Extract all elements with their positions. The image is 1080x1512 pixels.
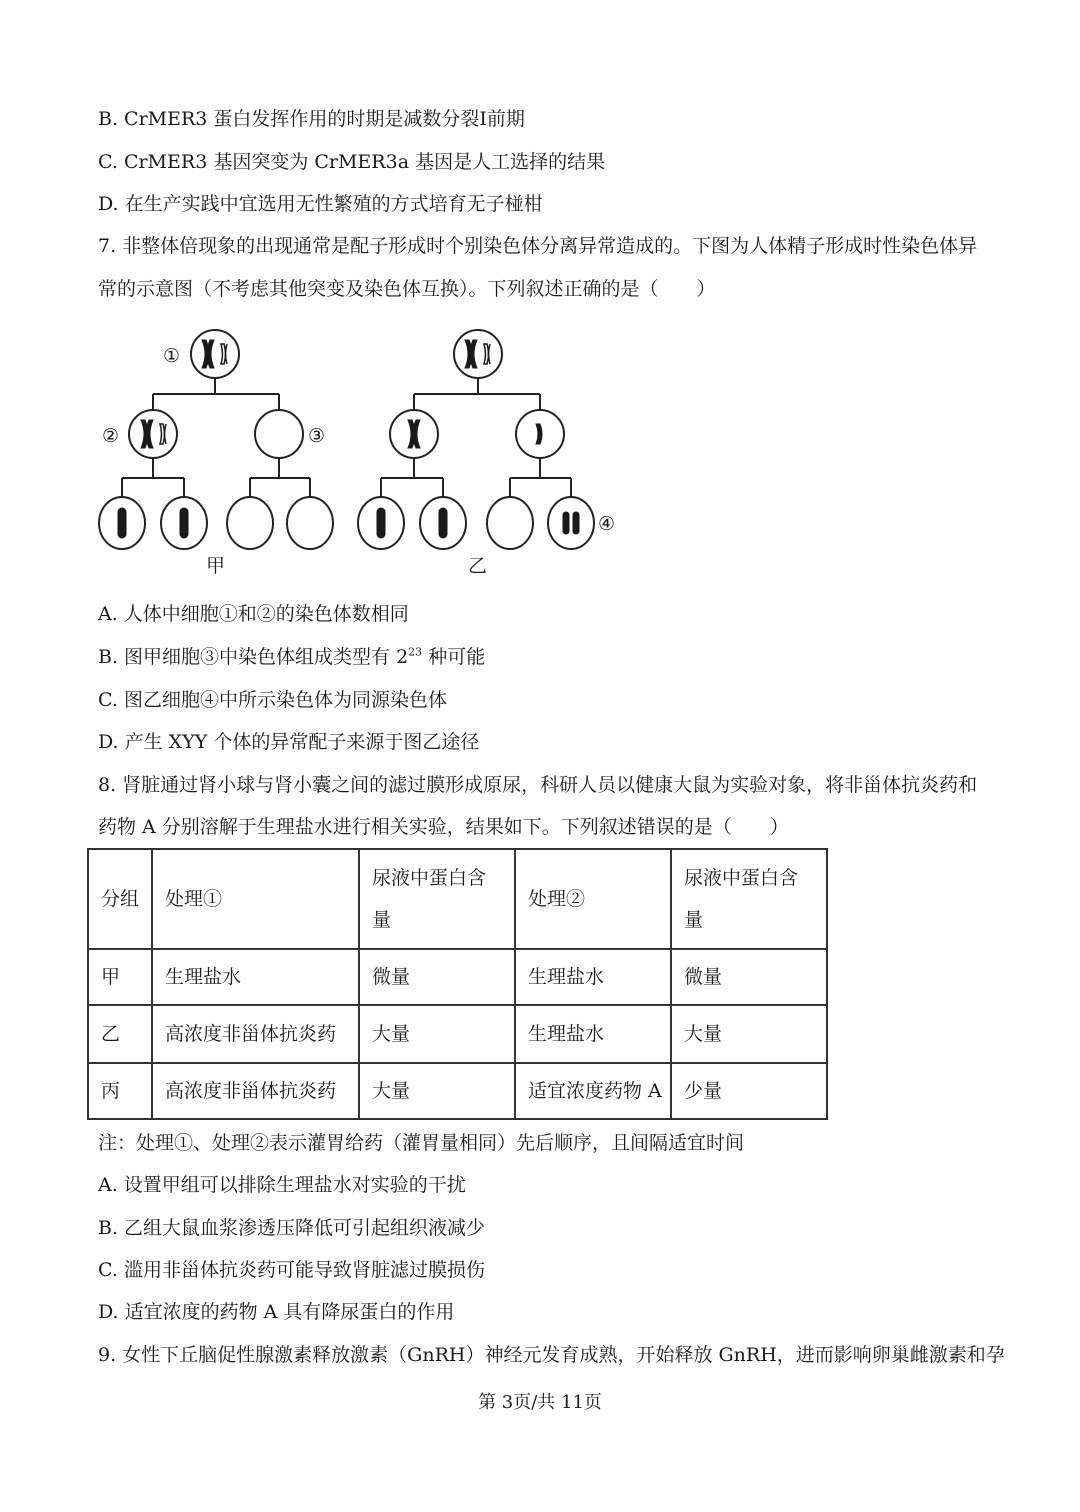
q7-option-b-exponent: 23 bbox=[408, 645, 423, 659]
table-cell: 甲 bbox=[88, 949, 152, 1005]
table-cell: 少量 bbox=[671, 1063, 827, 1119]
label-circle-4: ④ bbox=[598, 513, 616, 535]
table-cell: 高浓度非甾体抗炎药 bbox=[152, 1005, 359, 1063]
table-cell: 大量 bbox=[359, 1005, 515, 1063]
q8-stem-line2: 药物 A 分别溶解于生理盐水进行相关实验，结果如下。下列叙述错误的是（ ） bbox=[98, 816, 789, 838]
header-cell bbox=[359, 849, 515, 949]
q7-stem-line2: 常的示意图（不考虑其他突变及染色体互换）。下列叙述正确的是（ ） bbox=[98, 278, 716, 300]
label-yi: 乙 bbox=[468, 555, 488, 577]
label-circle-2: ② bbox=[102, 425, 120, 447]
header-cell: 处理① bbox=[152, 849, 359, 949]
table-cell: 高浓度非甾体抗炎药 bbox=[152, 1063, 359, 1119]
table-cell: 大量 bbox=[671, 1005, 827, 1063]
table-cell: 生理盐水 bbox=[515, 949, 671, 1005]
q7-option-b-text: B. 图甲细胞③中染色体组成类型有 2 bbox=[98, 646, 409, 668]
table-row bbox=[88, 949, 827, 1005]
table-cell: 生理盐水 bbox=[152, 949, 359, 1005]
q8-stem-line1: 8. 肾脏通过肾小球与肾小囊之间的滤过膜形成原尿，科研人员以健康大鼠为实验对象，将非甾体抗炎药和 bbox=[98, 774, 978, 796]
table-cell: 微量 bbox=[359, 949, 515, 1005]
header-text: 尿液中蛋白含量 bbox=[372, 867, 487, 931]
table-cell: 乙 bbox=[88, 1005, 152, 1063]
table-cell: 大量 bbox=[359, 1063, 515, 1119]
table-cell: 适宜浓度药物 A bbox=[515, 1063, 671, 1119]
header-cell bbox=[671, 849, 827, 949]
table-row bbox=[88, 1063, 827, 1119]
table-header-row bbox=[88, 849, 827, 949]
q8-option-a: A. 设置甲组可以排除生理盐水对实验的干扰 bbox=[98, 1174, 466, 1196]
q8-option-d: D. 适宜浓度的药物 A 具有降尿蛋白的作用 bbox=[98, 1301, 455, 1323]
q9-stem-line1: 9. 女性下丘脑促性腺激素释放激素（GnRH）神经元发育成熟，开始释放 GnRH，进而影响卵巢雌激素和孕 bbox=[98, 1344, 1005, 1366]
q8-note: 注：处理①、处理②表示灌胃给药（灌胃量相同）先后顺序，且间隔适宜时间 bbox=[98, 1132, 745, 1154]
table-cell: 丙 bbox=[88, 1063, 152, 1119]
label-circle-1: ① bbox=[163, 345, 181, 367]
option-q6-b: B. CrMER3 蛋白发挥作用的时期是减数分裂I前期 bbox=[98, 108, 525, 130]
label-jia: 甲 bbox=[206, 555, 226, 577]
option-q6-d: D. 在生产实践中宜选用无性繁殖的方式培育无子椪柑 bbox=[98, 193, 543, 215]
page-footer: 第 3页/共 11页 bbox=[478, 1392, 602, 1413]
header-cell: 分组 bbox=[88, 849, 152, 949]
q8-option-c: C. 滥用非甾体抗炎药可能导致肾脏滤过膜损伤 bbox=[98, 1259, 485, 1281]
results-table bbox=[87, 848, 828, 1120]
option-q6-c: C. CrMER3 基因突变为 CrMER3a 基因是人工选择的结果 bbox=[98, 151, 606, 173]
q7-option-c: C. 图乙细胞④中所示染色体为同源染色体 bbox=[98, 689, 447, 711]
table-row bbox=[88, 1005, 827, 1063]
q7-option-b-tail: 种可能 bbox=[422, 646, 486, 668]
q7-stem-line1: 7. 非整体倍现象的出现通常是配子形成时个别染色体分离异常造成的。下图为人体精子形成时性染色体异 bbox=[98, 235, 978, 257]
q7-option-b bbox=[98, 645, 485, 669]
q7-option-a: A. 人体中细胞①和②的染色体数相同 bbox=[98, 603, 409, 625]
table-cell: 微量 bbox=[671, 949, 827, 1005]
chromosome-diagram bbox=[90, 318, 630, 583]
q8-option-b: B. 乙组大鼠血浆渗透压降低可引起组织液减少 bbox=[98, 1217, 486, 1239]
table-cell: 生理盐水 bbox=[515, 1005, 671, 1063]
q7-option-d: D. 产生 XYY 个体的异常配子来源于图乙途径 bbox=[98, 731, 480, 753]
header-cell: 处理② bbox=[515, 849, 671, 949]
label-circle-3: ③ bbox=[308, 425, 326, 447]
header-text: 尿液中蛋白含量 bbox=[684, 867, 799, 931]
